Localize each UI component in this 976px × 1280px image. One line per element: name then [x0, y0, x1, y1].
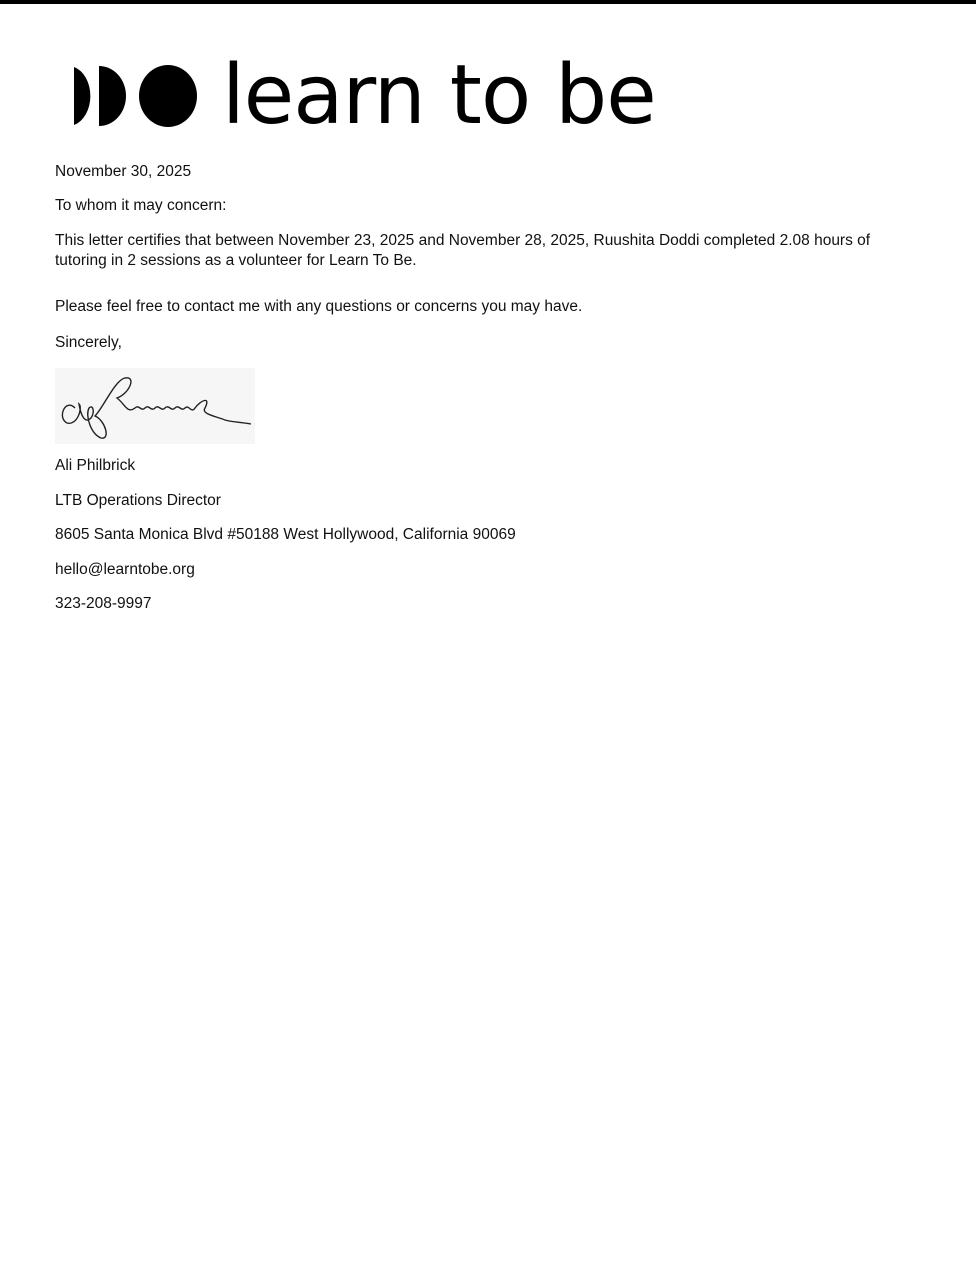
signature-image — [55, 368, 255, 444]
letter-body: This letter certifies that between November 23, 2025 and November 28, 2025, Ruushita Doddi completed 2.08 hours of tutoring in 2 sessions as a volunteer for Learn To Be. — [55, 232, 871, 269]
top-border — [0, 0, 976, 4]
logo-wordmark: learn to be — [222, 48, 656, 143]
phone: 323-208-9997 — [55, 595, 152, 612]
email[interactable]: hello@learntobe.org — [55, 561, 195, 578]
logo-mark-icon — [72, 64, 202, 128]
learn-to-be-logo — [72, 48, 656, 143]
salutation: To whom it may concern: — [55, 197, 227, 214]
address: 8605 Santa Monica Blvd #50188 West Hollywood, California 90069 — [55, 526, 516, 543]
signer-name: Ali Philbrick — [55, 457, 136, 474]
letter-date: November 30, 2025 — [55, 163, 192, 180]
signer-title: LTB Operations Director — [55, 492, 221, 509]
contact-line: Please feel free to contact me with any questions or concerns you may have. — [55, 298, 583, 315]
closing: Sincerely, — [55, 334, 122, 351]
